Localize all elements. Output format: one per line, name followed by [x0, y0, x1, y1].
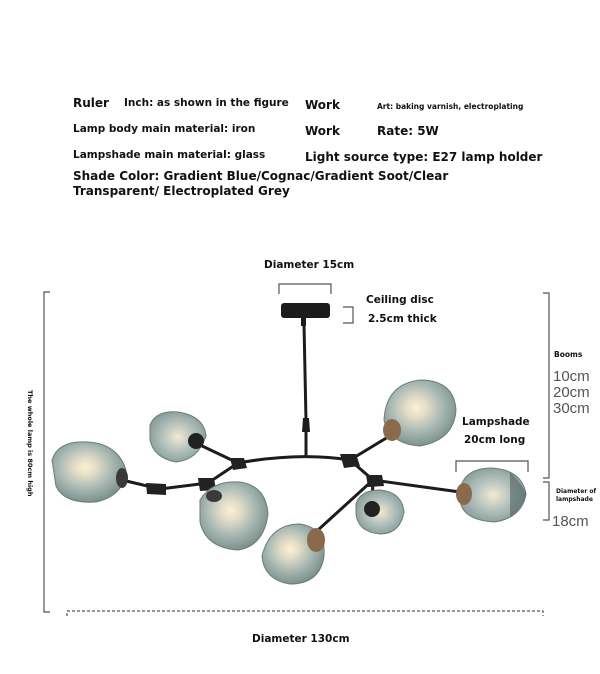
- globe-left: [52, 442, 126, 502]
- globe-center-right: [356, 490, 404, 534]
- booms-bracket: [543, 293, 549, 478]
- height-bracket: [44, 292, 50, 612]
- ruler-label: Ruler: [73, 96, 109, 110]
- bottom-diameter-line: [67, 611, 543, 616]
- boom-size-20: 20cm: [553, 384, 590, 401]
- booms-label: Booms: [554, 350, 583, 359]
- whole-height-label: The whole lamp is 80cm high: [26, 390, 34, 497]
- lampshades: [52, 380, 526, 584]
- boom-size-30: 30cm: [553, 400, 590, 417]
- ruler-value: Inch: as shown in the figure: [124, 97, 289, 109]
- work-label-1: Work: [305, 98, 340, 112]
- shade-diameter-bracket: [543, 482, 549, 520]
- ceiling-thickness-bracket: [343, 307, 353, 323]
- light-source: Light source type: E27 lamp holder: [305, 150, 543, 164]
- lampshade-label: Lampshade: [462, 416, 530, 428]
- ceiling-disc: [281, 303, 330, 318]
- work-label-2: Work: [305, 124, 340, 138]
- work-art-value: Art: baking varnish, electroplating: [377, 102, 524, 111]
- bottom-diameter-label: Diameter 130cm: [252, 633, 350, 645]
- top-diameter-label: Diameter 15cm: [264, 259, 355, 271]
- boom-size-10: 10cm: [553, 368, 590, 385]
- body-material: Lamp body main material: iron: [73, 123, 256, 135]
- joint: [230, 458, 247, 470]
- rate-value: Rate: 5W: [377, 124, 439, 138]
- lampshade-length-label: 20cm long: [464, 434, 526, 446]
- ceiling-thickness-label: 2.5cm thick: [368, 313, 437, 325]
- ceiling-disc-label: Ceiling disc: [366, 294, 434, 306]
- shade-diameter-value: 18cm: [552, 513, 589, 530]
- shade-color: Shade Color: Gradient Blue/Cognac/Gradient Soot/Clear Transparent/ Electroplated Grey: [73, 169, 449, 198]
- shade-diameter-label: Diameter of lampshade: [556, 488, 597, 503]
- shade-material: Lampshade main material: glass: [73, 149, 266, 161]
- top-diameter-bracket: [279, 284, 331, 294]
